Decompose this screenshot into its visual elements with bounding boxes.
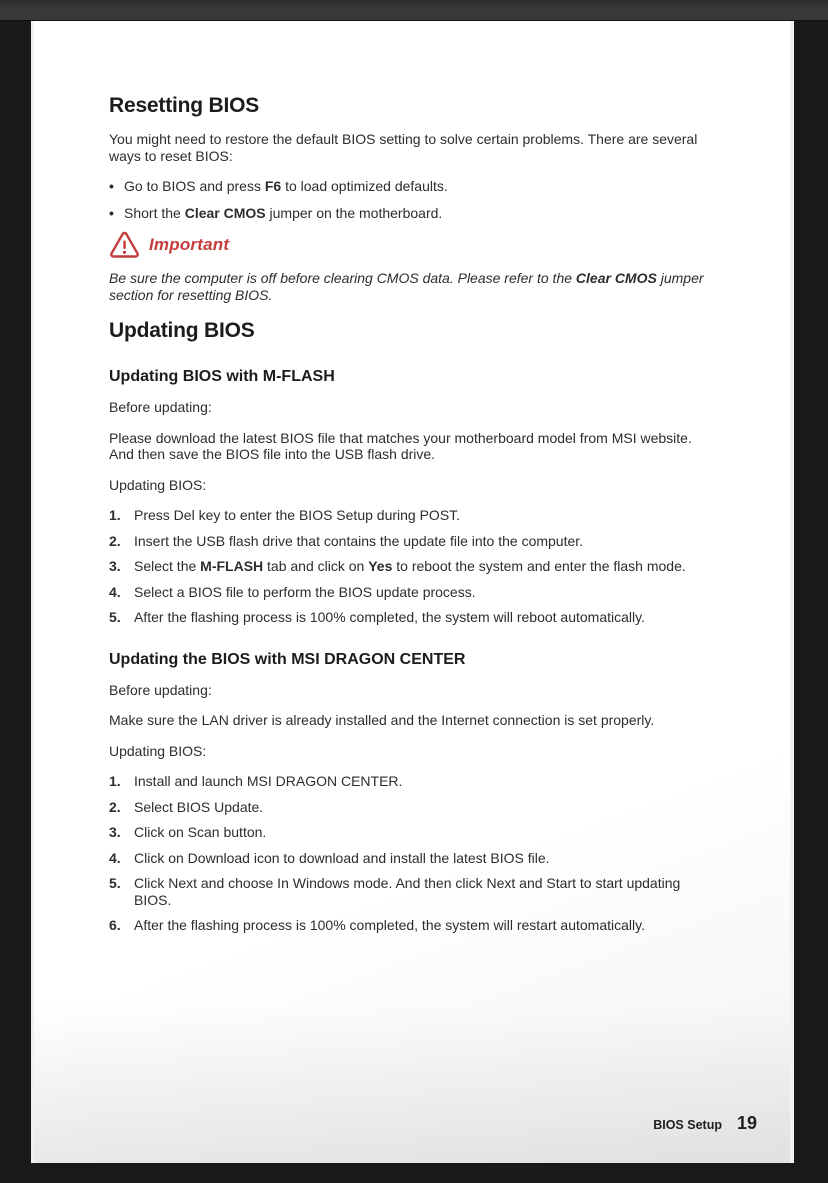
document-page: [31, 21, 794, 1163]
text-segment: Select BIOS Update.: [134, 798, 264, 815]
text-segment: Insert the USB flash drive that contains the update file into the computer.: [134, 532, 584, 549]
resetting-intro-paragraph: You might need to restore the default BIOS setting to solve certain problems. There are several ways to reset BIOS:: [109, 131, 698, 164]
text-segment: Install and launch MSI DRAGON CENTER.: [134, 773, 403, 789]
text-segment: Click Next and choose In Windows mode. And then click Next and Start to start updating BIOS.: [134, 875, 681, 908]
mflash-before-paragraph: Please download the latest BIOS file that matches your motherboard model from MSI website. And then save the BIOS file into the USB flash drive.: [109, 429, 692, 462]
list-item: [109, 558, 716, 575]
list-item-text: [134, 609, 645, 626]
subsection-title-dragon-center: Updating the BIOS with MSI DRAGON CENTER: [109, 650, 466, 668]
list-item-text: [134, 558, 686, 575]
list-number: 6.: [109, 917, 121, 933]
list-item-text: [134, 507, 460, 524]
list-number: 1.: [109, 773, 121, 789]
footer-section-label: BIOS Setup: [653, 1118, 722, 1132]
important-callout: [109, 231, 716, 259]
text-segment: Click on Download icon to download and install the latest BIOS file.: [134, 849, 550, 866]
text-segment: F6: [264, 178, 282, 194]
list-item: [109, 533, 716, 550]
bullet-icon: •: [109, 178, 114, 194]
text-segment: After the flashing process is 100% completed, the system will restart automatically.: [134, 917, 645, 933]
list-item: [109, 850, 716, 867]
list-item-text: [124, 178, 448, 195]
list-item-text: [134, 917, 645, 934]
text-segment: Clear CMOS: [184, 204, 266, 221]
list-item-text: [134, 875, 716, 908]
list-item-text: [134, 773, 402, 790]
page-footer: [653, 1113, 757, 1134]
text-segment: Press Del key to enter the BIOS Setup during POST.: [134, 507, 461, 523]
list-item-text: [134, 824, 266, 841]
text-segment: Be sure the computer is off before clearing CMOS data. Please refer to the: [109, 270, 576, 286]
list-number: 1.: [109, 507, 121, 523]
list-item-text: [134, 799, 263, 816]
mflash-updating-label: Updating BIOS:: [109, 476, 207, 493]
list-number: 4.: [109, 583, 121, 600]
warning-triangle-icon: [109, 231, 140, 259]
resetting-bullet-list: [109, 178, 716, 221]
list-item: [109, 584, 716, 601]
mflash-before-label: Before updating:: [109, 399, 212, 415]
list-item: [109, 178, 716, 195]
list-item: [109, 917, 716, 934]
text-segment: M-FLASH: [200, 558, 264, 574]
list-number: 4.: [109, 849, 121, 866]
text-segment: Select a BIOS file to perform the BIOS update process.: [134, 583, 476, 600]
text-segment: jumper on the motherboard.: [265, 204, 443, 221]
text-segment: jumper section for resetting BIOS.: [109, 270, 704, 303]
footer-page-number: 19: [736, 1113, 757, 1133]
list-item: [109, 799, 716, 816]
list-number: 5.: [109, 875, 121, 891]
list-item: [109, 875, 716, 908]
text-segment: Yes: [368, 558, 393, 574]
text-segment: Short the: [124, 204, 185, 221]
dragon-steps-list: [109, 773, 716, 934]
list-item-text: [134, 850, 550, 867]
page-content: [34, 21, 790, 943]
window-top-bar: [0, 0, 828, 21]
dragon-before-label: Before updating:: [109, 681, 212, 698]
subsection-title-mflash: Updating BIOS with M-FLASH: [109, 368, 335, 385]
bullet-icon: •: [109, 204, 114, 221]
text-segment: Clear CMOS: [575, 270, 657, 286]
list-number: 3.: [109, 824, 121, 840]
important-label: Important: [149, 234, 230, 254]
mflash-steps-list: [109, 507, 716, 626]
text-segment: After the flashing process is 100% completed, the system will reboot automatically.: [134, 609, 645, 625]
important-note-paragraph: [109, 270, 716, 303]
list-number: 5.: [109, 609, 121, 625]
list-item-text: [134, 584, 476, 601]
list-item: [109, 824, 716, 841]
section-title-updating-bios: Updating BIOS: [109, 319, 255, 342]
text-segment: to reboot the system and enter the flash mode.: [392, 558, 686, 574]
list-item-text: [124, 205, 442, 222]
text-segment: Click on Scan button.: [134, 824, 267, 840]
list-item: [109, 205, 716, 222]
text-segment: tab and click on: [263, 558, 369, 574]
dragon-updating-label: Updating BIOS:: [109, 742, 207, 759]
list-item: [109, 773, 716, 790]
list-number: 2.: [109, 798, 121, 815]
text-segment: Select the: [134, 558, 201, 574]
text-segment: Go to BIOS and press: [124, 178, 265, 194]
list-item: [109, 507, 716, 524]
list-number: 3.: [109, 558, 121, 574]
list-number: 2.: [109, 532, 121, 549]
dragon-before-paragraph: Make sure the LAN driver is already installed and the Internet connection is set properly.: [109, 712, 655, 728]
section-title-resetting-bios: Resetting BIOS: [109, 94, 260, 117]
list-item-text: [134, 533, 583, 550]
text-segment: to load optimized defaults.: [281, 178, 448, 194]
list-item: [109, 609, 716, 626]
